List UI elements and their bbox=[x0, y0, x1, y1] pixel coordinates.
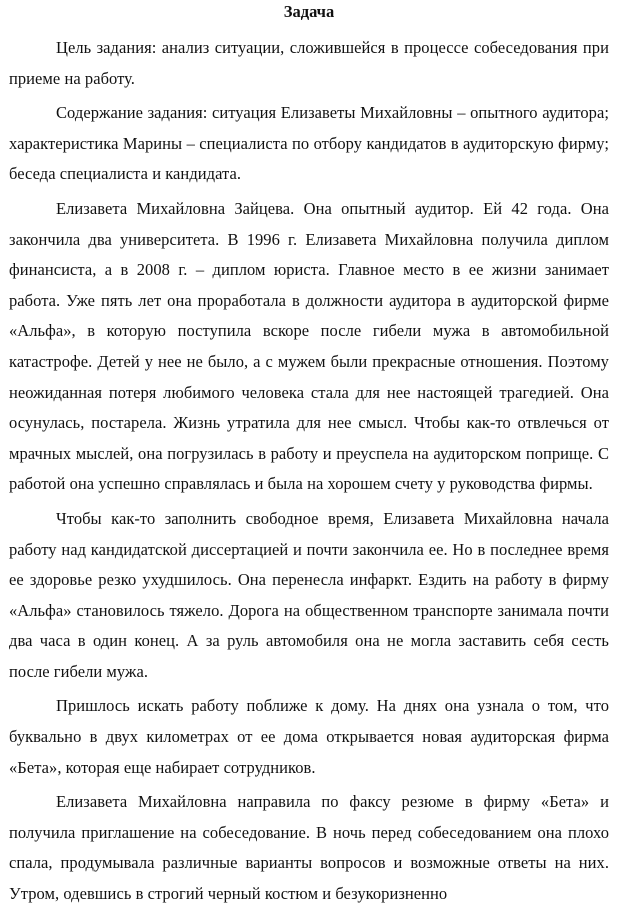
paragraph-biography: Елизавета Михайловна Зайцева. Она опытный аудитор. Ей 42 года. Она закончила два университета. В 1996 г. Елизавета Михайловна получила диплом финансиста, а в 2008 г. – диплом юриста. Главное место в ее жизни занимает работа. Уже пять лет она проработала в должности аудитора в аудиторской фирме «Альфа», в которую поступила вскоре после гибели мужа в автомобильной катастрофе. Детей у нее не было, а с мужем были прекрасные отношения. Поэтому неожиданная потеря любимого человека стала для нее настоящей трагедией. Она осунулась, постарела. Жизнь утратила для нее смысл. Чтобы как-то отвлечься от мрачных мыслей, она погрузилась в работу и преуспела на аудиторском поприще. С работой она успешно справлялась и была на хорошем счету у руководства фирмы. bbox=[9, 198, 609, 494]
paragraph-content: Содержание задания: ситуация Елизаветы Михайловны – опытного аудитора; характеристика Марины – специалиста по отбору кандидатов в аудиторскую фирму; беседа специалиста и кандидата. bbox=[9, 103, 609, 184]
paragraph-interview: Елизавета Михайловна направила по факсу резюме в фирму «Бета» и получила приглашение на собеседование. В ночь перед собеседованием она плохо спала, продумывала различные варианты вопросов и возможные ответы на них. Утром, одевшись в строгий черный костюм и безукоризненно bbox=[9, 792, 609, 904]
paragraph-goal: Цель задания: анализ ситуации, сложившейся в процессе собеседования при приеме на работу. bbox=[9, 38, 609, 88]
paragraph-dissertation: Чтобы как-то заполнить свободное время, Елизавета Михайловна начала работу над кандидатской диссертацией и почти закончила ее. Но в последнее время ее здоровье резко ухудшилось. Она перенесла инфаркт. Ездить на работу в фирму «Альфа» становилось тяжело. Дорога на общественном транспорте занимала почти два часа в один конец. А за руль автомобиля она не могла заставить себя сесть после гибели мужа. bbox=[9, 508, 609, 681]
document-title: Задача bbox=[283, 2, 335, 21]
paragraph-job-search: Пришлось искать работу поближе к дому. На днях она узнала о том, что буквально в двух километрах от ее дома открывается новая аудиторская фирма «Бета», которая еще набирает сотрудников. bbox=[9, 696, 609, 777]
